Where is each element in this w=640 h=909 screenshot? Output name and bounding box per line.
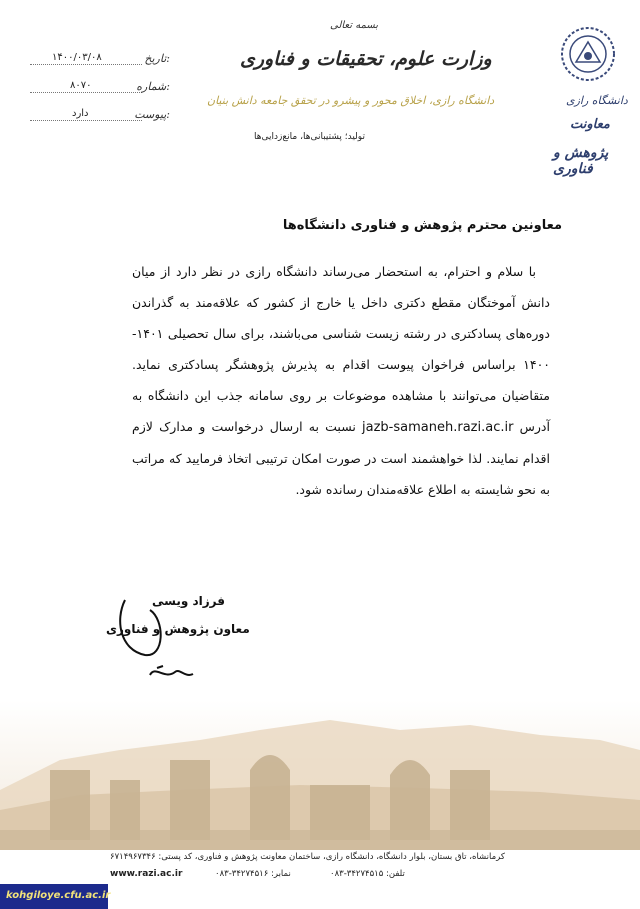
footer-address: کرمانشاه، تاق بستان، بلوار دانشگاه، دانشگاه رازی، ساختمان معاونت پژوهش و فناوری، کد پستی: ۶۷۱۴۹۶۷۳۴۶ (110, 852, 505, 862)
ministry-title: وزارت علوم، تحقیقات و فناوری (240, 48, 492, 70)
footer-phone: تلفن: ۳۴۲۷۴۵۱۵-۰۸۳ (330, 869, 405, 879)
footer-website[interactable]: www.razi.ac.ir (110, 869, 183, 879)
year-slogan: تولید؛ پشتیبانی‌ها، مانع‌زدایی‌ها (254, 132, 365, 142)
office-name-line2: پژوهش و فناوری (553, 145, 609, 177)
date-label: تاریخ: (144, 52, 170, 65)
application-portal-link[interactable]: jazb-samaneh.razi.ac.ir (362, 420, 514, 435)
university-name: دانشگاه رازی (566, 94, 628, 107)
basmala: بسمه تعالی (330, 20, 379, 31)
attachment-label: پیوست: (134, 108, 170, 121)
date-row (30, 52, 170, 80)
footer-fax: نمابر: ۳۴۲۷۴۵۱۶-۰۸۳ (215, 869, 291, 879)
salutation: معاونین محترم پژوهش و فناوری دانشگاه‌ها (282, 218, 562, 233)
number-row (30, 80, 170, 108)
site-badge[interactable] (0, 884, 111, 909)
razi-university-logo-icon (560, 26, 616, 82)
site-badge-text: kohgiloye.cfu.ac.ir (6, 890, 111, 901)
university-motto: دانشگاه رازی، اخلاق محور و پیشرو در تحقق جامعه دانش بنیان (207, 94, 495, 107)
signer-title: معاون پژوهش و فناوری (106, 622, 250, 636)
body-paragraph-part2: نسبت به ارسال درخواست و مدارک لازم اقدام نمایند. لذا خواهشمند است در صورت امکان ترتیبی اتخاذ فرمایید که مراتب به نحو شایسته به اطلاع علاقه‌مندان رسانده شود. (132, 419, 550, 497)
date-value: ۱۴۰۰/۰۳/۰۸ (52, 52, 102, 63)
number-value: ۸۰۷۰ (70, 80, 92, 91)
office-name-line1: معاونت (570, 117, 610, 132)
letter-body (132, 256, 550, 505)
signer-name: فرزاد ویسی (152, 594, 225, 608)
body-paragraph-part1: با سلام و احترام، به استحضار می‌رساند دانشگاه رازی در نظر دارد از میان دانش آموختگان مقطع دکتری داخل یا خارج از کشور که علاقه‌مند به گذراندن دوره‌های پسادکتری در رشته زیست شناسی می‌باشند، برای سال تحصیلی ۱۴۰۱- ۱۴۰۰ براساس فراخوان پیوست اقدام به پذیرش پژوهشگر پسادکتری نماید. متقاضیان می‌توانند با مشاهده موضوعات بر روی سامانه جذب این دانشگاه به آدرس (132, 264, 550, 434)
number-label: شماره: (136, 80, 170, 93)
campus-gate-illustration (0, 700, 640, 850)
attachment-row (30, 108, 170, 136)
letter-meta (30, 52, 170, 136)
attachment-value: دارد (72, 108, 89, 119)
